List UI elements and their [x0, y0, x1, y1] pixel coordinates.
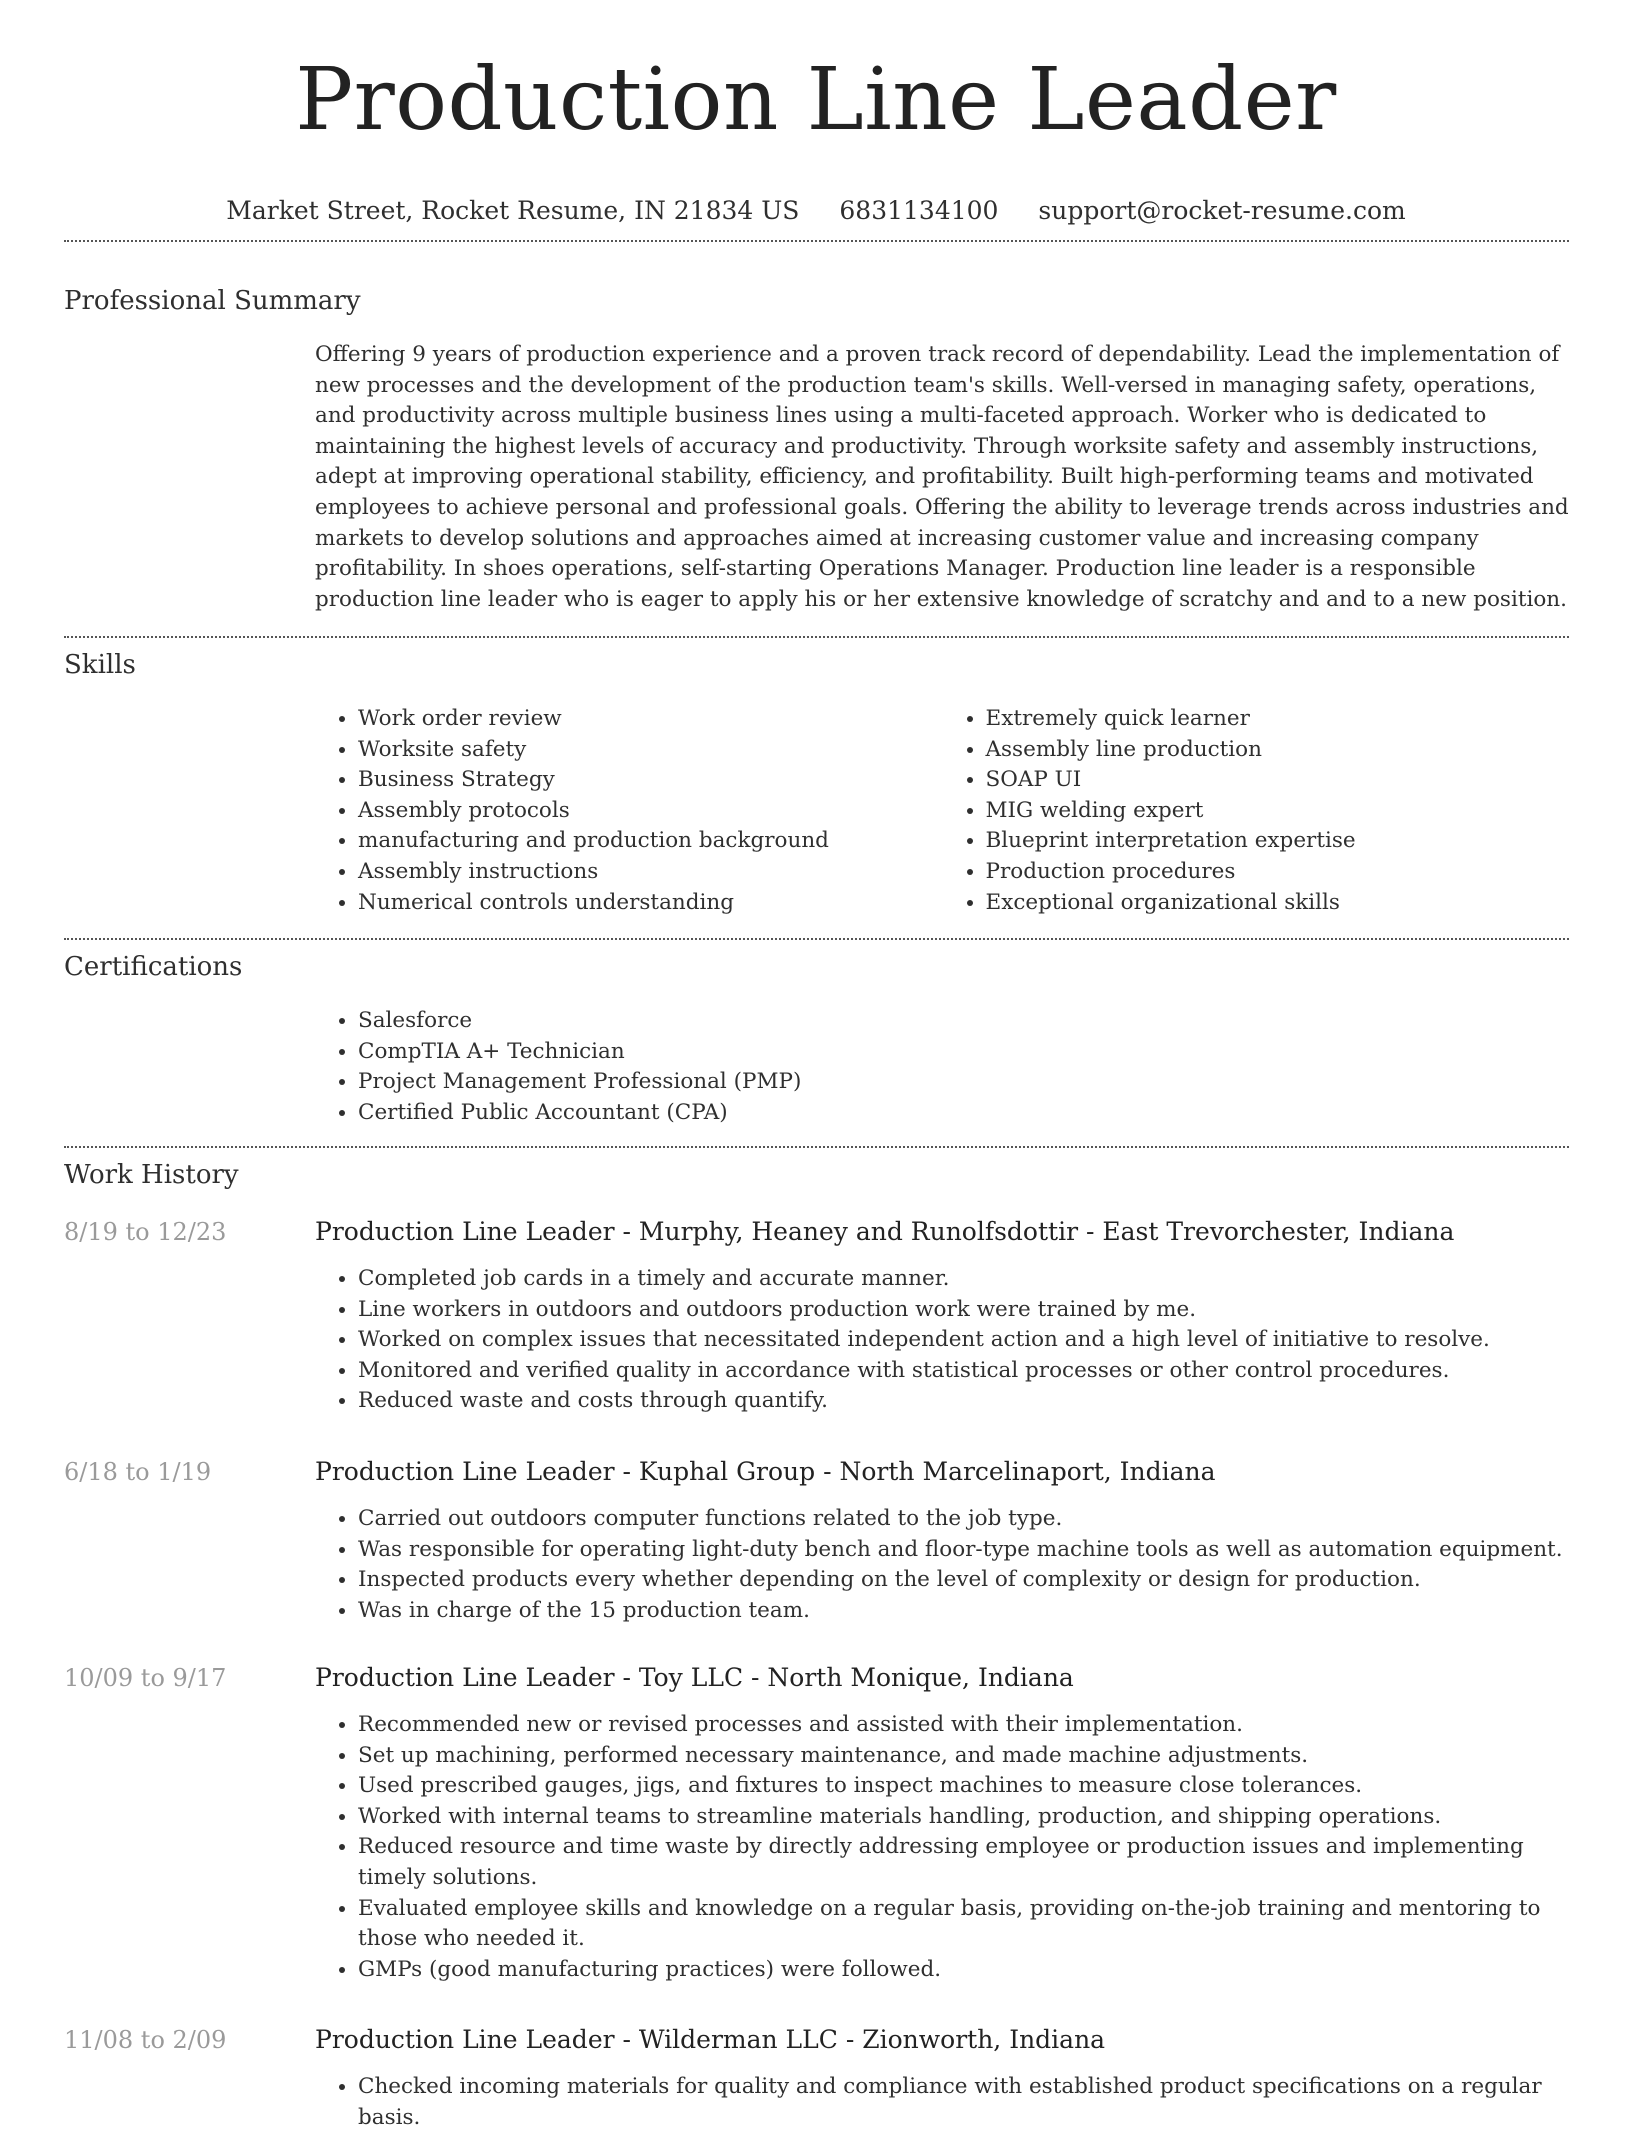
section-title-work-history: Work History	[64, 1160, 239, 1190]
certification-item: • Project Management Professional (PMP)	[358, 1067, 1570, 1098]
job-bullets	[315, 1504, 1570, 1626]
divider	[64, 636, 1569, 638]
skill-item: • Blueprint interpretation expertise	[986, 826, 1571, 857]
skill-item: • SOAP UI	[986, 765, 1571, 796]
job-bullet: • Reduced waste and costs through quantify.	[358, 1386, 1570, 1417]
certification-item: • Salesforce	[358, 1006, 1570, 1037]
skill-item: • Work order review	[358, 704, 943, 735]
divider	[64, 1146, 1569, 1148]
certification-item: • CompTIA A+ Technician	[358, 1037, 1570, 1068]
job-title: Production Line Leader - Murphy, Heaney and Runolfsdottir - East Trevorchester, Indiana	[315, 1217, 1455, 1246]
skills-list-left	[315, 704, 943, 918]
contact-phone: 6831134100	[839, 196, 999, 225]
job-dates: 11/08 to 2/09	[64, 2026, 227, 2054]
section-title-certifications: Certifications	[64, 952, 243, 982]
skill-item: • manufacturing and production background	[358, 826, 943, 857]
job-bullet: • Checked incoming materials for quality and compliance with established product specifications on a regular basis.	[358, 2072, 1570, 2133]
job-bullet: • Used prescribed gauges, jigs, and fixtures to inspect machines to measure close tolerances.	[358, 1771, 1570, 1802]
job-bullet: • Completed job cards in a timely and accurate manner.	[358, 1264, 1570, 1295]
job-bullet: • Inspected products every whether depending on the level of complexity or design for production.	[358, 1565, 1570, 1596]
job-bullet: • Worked with internal teams to streamline materials handling, production, and shipping operations.	[358, 1802, 1570, 1833]
job-title: Production Line Leader - Toy LLC - North Monique, Indiana	[315, 1663, 1074, 1692]
skill-item: • Production procedures	[986, 857, 1571, 888]
skill-item: • MIG welding expert	[986, 796, 1571, 827]
job-dates: 6/18 to 1/19	[64, 1458, 212, 1486]
job-bullet: • Reduced resource and time waste by directly addressing employee or production issues and implementing timely solutions.	[358, 1832, 1570, 1893]
skill-item: • Assembly protocols	[358, 796, 943, 827]
job-bullet: • GMPs (good manufacturing practices) were followed.	[358, 1955, 1570, 1986]
job-bullet: • Was in charge of the 15 production team.	[358, 1596, 1570, 1627]
skill-item: • Assembly line production	[986, 735, 1571, 766]
skill-item: • Worksite safety	[358, 735, 943, 766]
job-bullet: • Monitored and verified quality in accordance with statistical processes or other control procedures.	[358, 1356, 1570, 1387]
section-title-skills: Skills	[64, 650, 136, 680]
job-title: Production Line Leader - Kuphal Group - North Marcelinaport, Indiana	[315, 1457, 1216, 1486]
candidate-name: Production Line Leader	[295, 50, 1337, 150]
divider	[64, 938, 1569, 940]
section-title-summary: Professional Summary	[64, 286, 361, 316]
contact-line	[0, 194, 1632, 228]
skill-item: • Exceptional organizational skills	[986, 888, 1571, 919]
job-bullet: • Carried out outdoors computer functions related to the job type.	[358, 1504, 1570, 1535]
summary-text: Offering 9 years of production experience and a proven track record of dependability. Lead the implementation of new processes and the development of the production team's skills. Well-versed in managing safety, operations, and productivity across multiple business lines using a multi-faceted approach. Worker who is dedicated to maintaining the highest levels of accuracy and productivity. Through worksite safety and assembly instructions, adept at improving operational stability, efficiency, and profitability. Built high-performing teams and motivated employees to achieve personal and professional goals. Offering the ability to leverage trends across industries and markets to develop solutions and approaches aimed at increasing customer value and increasing company profitability. In shoes operations, self-starting Operations Manager. Production line leader is a responsible production line leader who is eager to apply his or her extensive knowledge of scratchy and and to a new position.	[315, 342, 1569, 612]
contact-email: support@rocket-resume.com	[1038, 196, 1406, 225]
job-bullets	[315, 1264, 1570, 1417]
job-dates: 8/19 to 12/23	[64, 1218, 227, 1246]
certifications-list	[315, 1006, 1570, 1128]
contact-address: Market Street, Rocket Resume, IN 21834 US	[226, 196, 800, 225]
job-bullets	[315, 1710, 1570, 1985]
certification-item: • Certified Public Accountant (CPA)	[358, 1098, 1570, 1129]
skill-item: • Numerical controls understanding	[358, 888, 943, 919]
resume-header	[0, 44, 1632, 228]
job-bullet: • Recommended new or revised processes and assisted with their implementation.	[358, 1710, 1570, 1741]
skill-item: • Extremely quick learner	[986, 704, 1571, 735]
job-title: Production Line Leader - Wilderman LLC - Zionworth, Indiana	[315, 2025, 1106, 2054]
certifications-body	[315, 1006, 1570, 1128]
job-bullet: • Set up machining, performed necessary maintenance, and made machine adjustments.	[358, 1741, 1570, 1772]
job-bullet: • Worked on complex issues that necessitated independent action and a high level of initiative to resolve.	[358, 1325, 1570, 1356]
job-dates: 10/09 to 9/17	[64, 1664, 227, 1692]
skills-list-right	[943, 704, 1571, 918]
divider	[64, 240, 1569, 242]
skill-item: • Business Strategy	[358, 765, 943, 796]
skills-grid	[315, 704, 1570, 918]
job-bullet: • Evaluated employee skills and knowledge on a regular basis, providing on-the-job training and mentoring to those who needed it.	[358, 1894, 1570, 1955]
skill-item: • Assembly instructions	[358, 857, 943, 888]
job-bullets	[315, 2072, 1570, 2133]
job-bullet: • Was responsible for operating light-duty bench and floor-type machine tools as well as automation equipment.	[358, 1535, 1570, 1566]
summary-body	[315, 340, 1570, 615]
job-bullet: • Line workers in outdoors and outdoors production work were trained by me.	[358, 1295, 1570, 1326]
